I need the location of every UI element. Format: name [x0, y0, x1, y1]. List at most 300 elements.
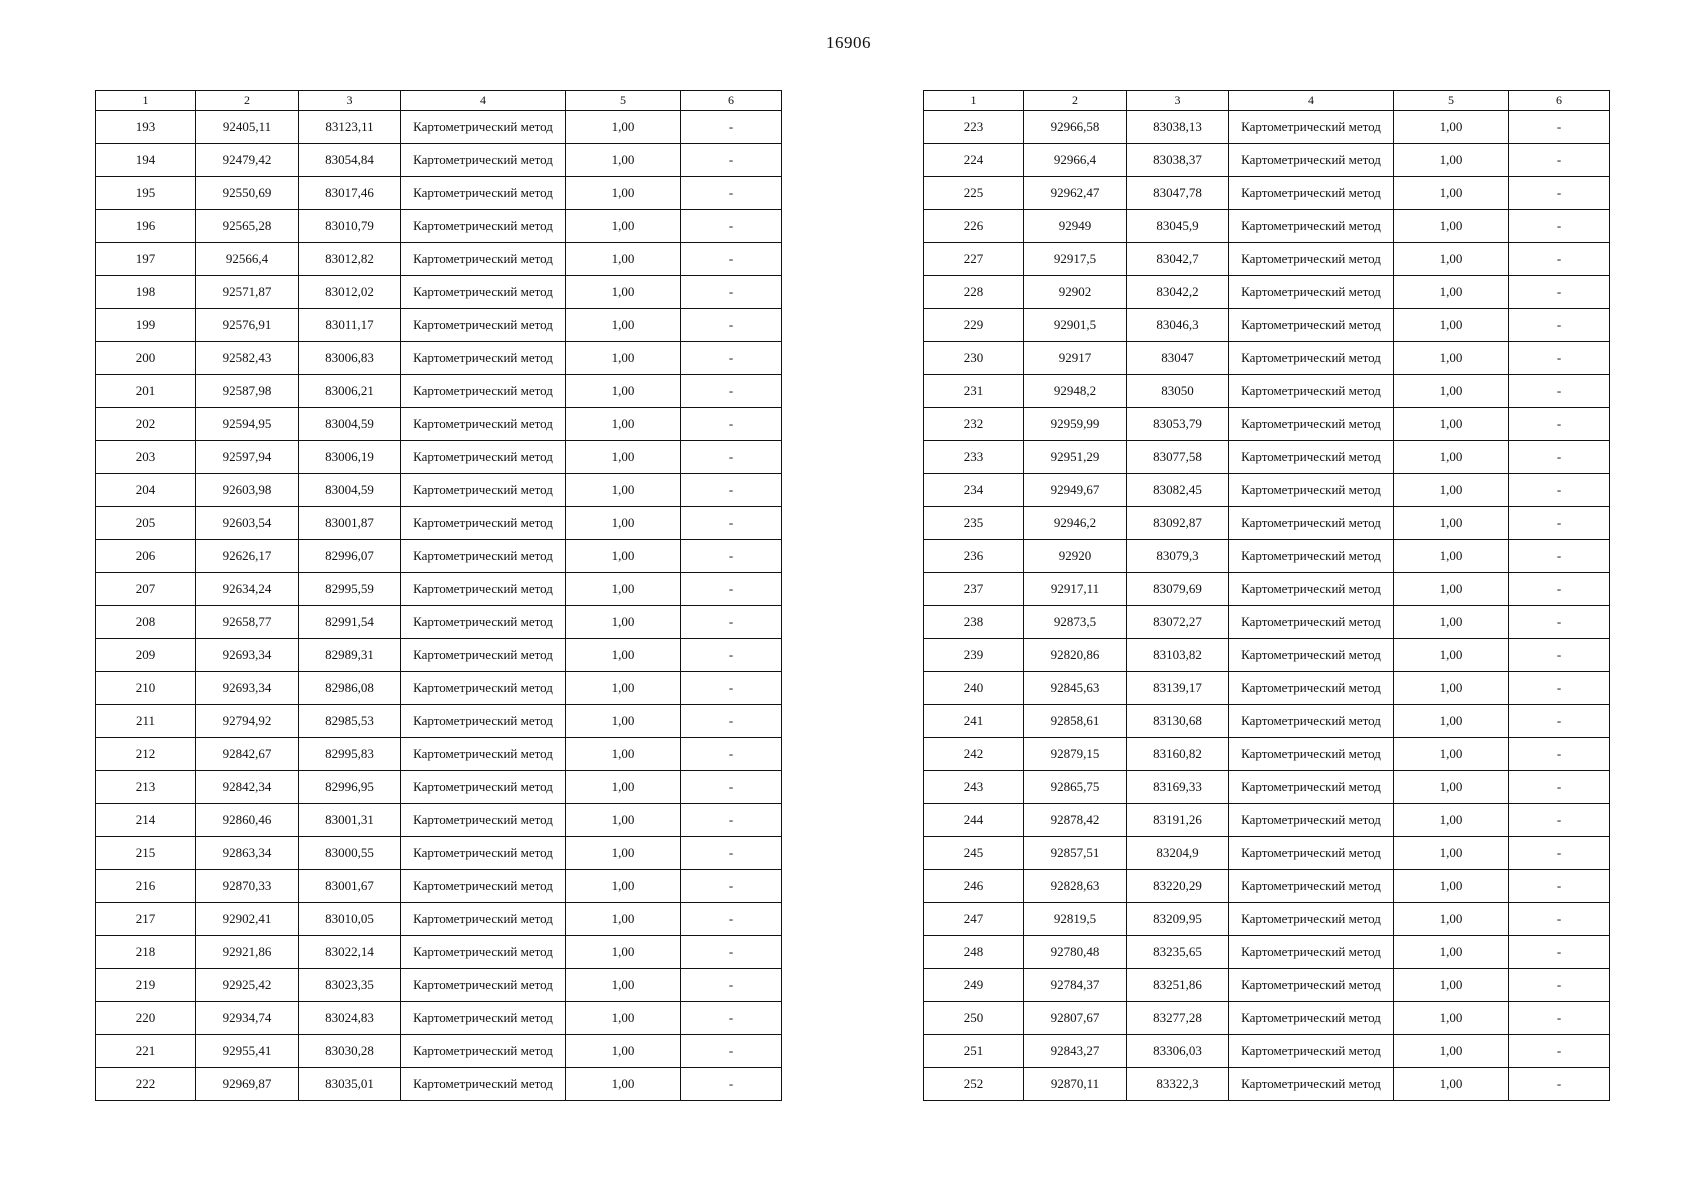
table-row	[924, 639, 1610, 672]
point-number-cell: 242	[924, 738, 1024, 771]
point-number-cell: 205	[96, 507, 196, 540]
accuracy-cell: 1,00	[566, 210, 681, 243]
table-row	[96, 639, 782, 672]
point-number-cell: 214	[96, 804, 196, 837]
x-coordinate-cell: 92870,11	[1024, 1068, 1127, 1101]
method-cell: Картометрический метод	[401, 870, 566, 903]
point-number-cell: 251	[924, 1035, 1024, 1068]
accuracy-cell: 1,00	[566, 177, 681, 210]
table-row	[924, 705, 1610, 738]
description-cell: -	[681, 1068, 782, 1101]
x-coordinate-cell: 92873,5	[1024, 606, 1127, 639]
accuracy-cell: 1,00	[566, 507, 681, 540]
y-coordinate-cell: 83053,79	[1127, 408, 1229, 441]
accuracy-cell: 1,00	[1394, 573, 1509, 606]
table-row	[924, 540, 1610, 573]
x-coordinate-cell: 92820,86	[1024, 639, 1127, 672]
description-cell: -	[1509, 936, 1610, 969]
table-row	[96, 1002, 782, 1035]
x-coordinate-cell: 92658,77	[196, 606, 299, 639]
table-row	[924, 969, 1610, 1002]
point-number-cell: 196	[96, 210, 196, 243]
x-coordinate-cell: 92901,5	[1024, 309, 1127, 342]
description-cell: -	[1509, 210, 1610, 243]
description-cell: -	[1509, 870, 1610, 903]
x-coordinate-cell: 92594,95	[196, 408, 299, 441]
x-coordinate-cell: 92917	[1024, 342, 1127, 375]
column-header-3: 3	[1127, 91, 1229, 111]
method-cell: Картометрический метод	[401, 1002, 566, 1035]
description-cell: -	[1509, 606, 1610, 639]
y-coordinate-cell: 83001,87	[299, 507, 401, 540]
column-header-4: 4	[1229, 91, 1394, 111]
y-coordinate-cell: 83006,21	[299, 375, 401, 408]
point-number-cell: 230	[924, 342, 1024, 375]
y-coordinate-cell: 82989,31	[299, 639, 401, 672]
description-cell: -	[681, 210, 782, 243]
method-cell: Картометрический метод	[1229, 1002, 1394, 1035]
method-cell: Картометрический метод	[401, 672, 566, 705]
method-cell: Картометрический метод	[1229, 540, 1394, 573]
y-coordinate-cell: 83010,05	[299, 903, 401, 936]
accuracy-cell: 1,00	[1394, 144, 1509, 177]
x-coordinate-cell: 92949	[1024, 210, 1127, 243]
column-header-4: 4	[401, 91, 566, 111]
point-number-cell: 222	[96, 1068, 196, 1101]
method-cell: Картометрический метод	[1229, 771, 1394, 804]
point-number-cell: 203	[96, 441, 196, 474]
x-coordinate-cell: 92934,74	[196, 1002, 299, 1035]
table-row	[924, 441, 1610, 474]
column-header-5: 5	[566, 91, 681, 111]
point-number-cell: 199	[96, 309, 196, 342]
accuracy-cell: 1,00	[566, 969, 681, 1002]
description-cell: -	[681, 144, 782, 177]
y-coordinate-cell: 83001,31	[299, 804, 401, 837]
description-cell: -	[681, 870, 782, 903]
x-coordinate-cell: 92565,28	[196, 210, 299, 243]
x-coordinate-cell: 92794,92	[196, 705, 299, 738]
table-row	[924, 177, 1610, 210]
point-number-cell: 236	[924, 540, 1024, 573]
table-row	[96, 177, 782, 210]
method-cell: Картометрический метод	[1229, 705, 1394, 738]
method-cell: Картометрический метод	[1229, 441, 1394, 474]
x-coordinate-cell: 92902	[1024, 276, 1127, 309]
accuracy-cell: 1,00	[1394, 705, 1509, 738]
method-cell: Картометрический метод	[1229, 375, 1394, 408]
x-coordinate-cell: 92969,87	[196, 1068, 299, 1101]
y-coordinate-cell: 83004,59	[299, 408, 401, 441]
y-coordinate-cell: 83139,17	[1127, 672, 1229, 705]
y-coordinate-cell: 83023,35	[299, 969, 401, 1002]
column-header-6: 6	[1509, 91, 1610, 111]
table-row	[924, 573, 1610, 606]
accuracy-cell: 1,00	[1394, 342, 1509, 375]
description-cell: -	[1509, 573, 1610, 606]
accuracy-cell: 1,00	[1394, 1035, 1509, 1068]
point-number-cell: 200	[96, 342, 196, 375]
description-cell: -	[681, 804, 782, 837]
x-coordinate-cell: 92626,17	[196, 540, 299, 573]
point-number-cell: 231	[924, 375, 1024, 408]
table-row	[924, 474, 1610, 507]
y-coordinate-cell: 82996,95	[299, 771, 401, 804]
x-coordinate-cell: 92566,4	[196, 243, 299, 276]
description-cell: -	[1509, 177, 1610, 210]
description-cell: -	[1509, 441, 1610, 474]
description-cell: -	[1509, 342, 1610, 375]
accuracy-cell: 1,00	[566, 540, 681, 573]
x-coordinate-cell: 92845,63	[1024, 672, 1127, 705]
x-coordinate-cell: 92865,75	[1024, 771, 1127, 804]
description-cell: -	[1509, 639, 1610, 672]
point-number-cell: 240	[924, 672, 1024, 705]
table-row	[924, 375, 1610, 408]
method-cell: Картометрический метод	[1229, 936, 1394, 969]
description-cell: -	[681, 837, 782, 870]
x-coordinate-cell: 92951,29	[1024, 441, 1127, 474]
method-cell: Картометрический метод	[401, 837, 566, 870]
method-cell: Картометрический метод	[1229, 309, 1394, 342]
point-number-cell: 233	[924, 441, 1024, 474]
x-coordinate-cell: 92879,15	[1024, 738, 1127, 771]
description-cell: -	[1509, 375, 1610, 408]
y-coordinate-cell: 83191,26	[1127, 804, 1229, 837]
method-cell: Картометрический метод	[1229, 969, 1394, 1002]
point-number-cell: 243	[924, 771, 1024, 804]
column-header-2: 2	[196, 91, 299, 111]
description-cell: -	[681, 903, 782, 936]
description-cell: -	[1509, 111, 1610, 144]
point-number-cell: 235	[924, 507, 1024, 540]
x-coordinate-cell: 92917,5	[1024, 243, 1127, 276]
x-coordinate-cell: 92857,51	[1024, 837, 1127, 870]
y-coordinate-cell: 83001,67	[299, 870, 401, 903]
point-number-cell: 252	[924, 1068, 1024, 1101]
table-row	[96, 705, 782, 738]
method-cell: Картометрический метод	[401, 936, 566, 969]
y-coordinate-cell: 83038,13	[1127, 111, 1229, 144]
y-coordinate-cell: 83006,83	[299, 342, 401, 375]
y-coordinate-cell: 83130,68	[1127, 705, 1229, 738]
point-number-cell: 226	[924, 210, 1024, 243]
accuracy-cell: 1,00	[566, 870, 681, 903]
method-cell: Картометрический метод	[401, 969, 566, 1002]
point-number-cell: 246	[924, 870, 1024, 903]
accuracy-cell: 1,00	[566, 408, 681, 441]
y-coordinate-cell: 83123,11	[299, 111, 401, 144]
description-cell: -	[1509, 276, 1610, 309]
accuracy-cell: 1,00	[1394, 177, 1509, 210]
description-cell: -	[1509, 507, 1610, 540]
accuracy-cell: 1,00	[1394, 441, 1509, 474]
y-coordinate-cell: 83209,95	[1127, 903, 1229, 936]
table-row	[924, 1035, 1610, 1068]
method-cell: Картометрический метод	[401, 573, 566, 606]
column-header-1: 1	[96, 91, 196, 111]
table-row	[96, 507, 782, 540]
method-cell: Картометрический метод	[401, 441, 566, 474]
y-coordinate-cell: 83277,28	[1127, 1002, 1229, 1035]
x-coordinate-cell: 92966,58	[1024, 111, 1127, 144]
description-cell: -	[1509, 1068, 1610, 1101]
table-row	[96, 210, 782, 243]
method-cell: Картометрический метод	[401, 903, 566, 936]
method-cell: Картометрический метод	[1229, 837, 1394, 870]
table-row	[924, 243, 1610, 276]
y-coordinate-cell: 83072,27	[1127, 606, 1229, 639]
x-coordinate-cell: 92878,42	[1024, 804, 1127, 837]
accuracy-cell: 1,00	[1394, 606, 1509, 639]
table-body-left	[96, 111, 782, 1101]
description-cell: -	[1509, 672, 1610, 705]
table-row	[96, 111, 782, 144]
x-coordinate-cell: 92576,91	[196, 309, 299, 342]
description-cell: -	[1509, 1002, 1610, 1035]
table-row	[924, 342, 1610, 375]
description-cell: -	[681, 573, 782, 606]
coordinates-table-left	[95, 90, 782, 1101]
point-number-cell: 209	[96, 639, 196, 672]
method-cell: Картометрический метод	[1229, 639, 1394, 672]
y-coordinate-cell: 83306,03	[1127, 1035, 1229, 1068]
accuracy-cell: 1,00	[1394, 309, 1509, 342]
x-coordinate-cell: 92603,54	[196, 507, 299, 540]
description-cell: -	[681, 375, 782, 408]
accuracy-cell: 1,00	[566, 837, 681, 870]
method-cell: Картометрический метод	[1229, 408, 1394, 441]
point-number-cell: 216	[96, 870, 196, 903]
x-coordinate-cell: 92582,43	[196, 342, 299, 375]
table-row	[924, 606, 1610, 639]
y-coordinate-cell: 82995,59	[299, 573, 401, 606]
method-cell: Картометрический метод	[1229, 474, 1394, 507]
y-coordinate-cell: 83024,83	[299, 1002, 401, 1035]
point-number-cell: 206	[96, 540, 196, 573]
y-coordinate-cell: 83046,3	[1127, 309, 1229, 342]
method-cell: Картометрический метод	[401, 342, 566, 375]
description-cell: -	[681, 606, 782, 639]
method-cell: Картометрический метод	[401, 1068, 566, 1101]
description-cell: -	[681, 177, 782, 210]
method-cell: Картометрический метод	[1229, 804, 1394, 837]
description-cell: -	[681, 243, 782, 276]
point-number-cell: 217	[96, 903, 196, 936]
accuracy-cell: 1,00	[1394, 276, 1509, 309]
y-coordinate-cell: 83042,7	[1127, 243, 1229, 276]
y-coordinate-cell: 83251,86	[1127, 969, 1229, 1002]
point-number-cell: 234	[924, 474, 1024, 507]
description-cell: -	[1509, 243, 1610, 276]
table-row	[96, 672, 782, 705]
method-cell: Картометрический метод	[1229, 738, 1394, 771]
point-number-cell: 207	[96, 573, 196, 606]
description-cell: -	[1509, 309, 1610, 342]
x-coordinate-cell: 92921,86	[196, 936, 299, 969]
method-cell: Картометрический метод	[1229, 672, 1394, 705]
accuracy-cell: 1,00	[566, 672, 681, 705]
y-coordinate-cell: 83322,3	[1127, 1068, 1229, 1101]
point-number-cell: 219	[96, 969, 196, 1002]
y-coordinate-cell: 83012,82	[299, 243, 401, 276]
accuracy-cell: 1,00	[1394, 243, 1509, 276]
x-coordinate-cell: 92863,34	[196, 837, 299, 870]
method-cell: Картометрический метод	[401, 507, 566, 540]
point-number-cell: 238	[924, 606, 1024, 639]
method-cell: Картометрический метод	[1229, 1068, 1394, 1101]
point-number-cell: 228	[924, 276, 1024, 309]
x-coordinate-cell: 92828,63	[1024, 870, 1127, 903]
y-coordinate-cell: 83010,79	[299, 210, 401, 243]
accuracy-cell: 1,00	[1394, 111, 1509, 144]
method-cell: Картометрический метод	[1229, 1035, 1394, 1068]
method-cell: Картометрический метод	[401, 309, 566, 342]
description-cell: -	[1509, 969, 1610, 1002]
y-coordinate-cell: 83000,55	[299, 837, 401, 870]
accuracy-cell: 1,00	[566, 1035, 681, 1068]
x-coordinate-cell: 92780,48	[1024, 936, 1127, 969]
accuracy-cell: 1,00	[1394, 210, 1509, 243]
x-coordinate-cell: 92946,2	[1024, 507, 1127, 540]
table-row	[924, 804, 1610, 837]
x-coordinate-cell: 92587,98	[196, 375, 299, 408]
table-row	[96, 771, 782, 804]
point-number-cell: 193	[96, 111, 196, 144]
description-cell: -	[681, 111, 782, 144]
point-number-cell: 239	[924, 639, 1024, 672]
method-cell: Картометрический метод	[1229, 342, 1394, 375]
y-coordinate-cell: 83092,87	[1127, 507, 1229, 540]
description-cell: -	[681, 969, 782, 1002]
description-cell: -	[681, 771, 782, 804]
method-cell: Картометрический метод	[1229, 111, 1394, 144]
x-coordinate-cell: 92819,5	[1024, 903, 1127, 936]
point-number-cell: 225	[924, 177, 1024, 210]
y-coordinate-cell: 83035,01	[299, 1068, 401, 1101]
description-cell: -	[1509, 837, 1610, 870]
x-coordinate-cell: 92603,98	[196, 474, 299, 507]
accuracy-cell: 1,00	[566, 276, 681, 309]
point-number-cell: 213	[96, 771, 196, 804]
accuracy-cell: 1,00	[1394, 837, 1509, 870]
point-number-cell: 237	[924, 573, 1024, 606]
table-row	[924, 210, 1610, 243]
y-coordinate-cell: 83077,58	[1127, 441, 1229, 474]
method-cell: Картометрический метод	[401, 177, 566, 210]
table-row	[96, 276, 782, 309]
description-cell: -	[681, 276, 782, 309]
x-coordinate-cell: 92902,41	[196, 903, 299, 936]
table-row	[96, 903, 782, 936]
x-coordinate-cell: 92966,4	[1024, 144, 1127, 177]
description-cell: -	[681, 507, 782, 540]
point-number-cell: 227	[924, 243, 1024, 276]
point-number-cell: 220	[96, 1002, 196, 1035]
point-number-cell: 198	[96, 276, 196, 309]
y-coordinate-cell: 83030,28	[299, 1035, 401, 1068]
point-number-cell: 244	[924, 804, 1024, 837]
y-coordinate-cell: 83011,17	[299, 309, 401, 342]
table-row	[96, 375, 782, 408]
accuracy-cell: 1,00	[1394, 1068, 1509, 1101]
point-number-cell: 241	[924, 705, 1024, 738]
table-row	[96, 342, 782, 375]
method-cell: Картометрический метод	[401, 606, 566, 639]
y-coordinate-cell: 82996,07	[299, 540, 401, 573]
accuracy-cell: 1,00	[566, 144, 681, 177]
table-row	[924, 144, 1610, 177]
accuracy-cell: 1,00	[566, 573, 681, 606]
method-cell: Картометрический метод	[1229, 144, 1394, 177]
accuracy-cell: 1,00	[1394, 804, 1509, 837]
description-cell: -	[1509, 738, 1610, 771]
method-cell: Картометрический метод	[401, 276, 566, 309]
method-cell: Картометрический метод	[401, 243, 566, 276]
method-cell: Картометрический метод	[1229, 573, 1394, 606]
accuracy-cell: 1,00	[1394, 738, 1509, 771]
y-coordinate-cell: 83103,82	[1127, 639, 1229, 672]
table-row	[96, 540, 782, 573]
table-row	[96, 936, 782, 969]
description-cell: -	[681, 1035, 782, 1068]
accuracy-cell: 1,00	[566, 936, 681, 969]
method-cell: Картометрический метод	[401, 639, 566, 672]
description-cell: -	[681, 441, 782, 474]
point-number-cell: 248	[924, 936, 1024, 969]
accuracy-cell: 1,00	[1394, 936, 1509, 969]
table-body-right	[924, 111, 1610, 1101]
method-cell: Картометрический метод	[401, 804, 566, 837]
coordinates-table-right	[923, 90, 1610, 1101]
table-header-row	[96, 91, 782, 111]
x-coordinate-cell: 92925,42	[196, 969, 299, 1002]
point-number-cell: 218	[96, 936, 196, 969]
point-number-cell: 223	[924, 111, 1024, 144]
accuracy-cell: 1,00	[566, 1002, 681, 1035]
method-cell: Картометрический метод	[401, 771, 566, 804]
description-cell: -	[681, 309, 782, 342]
y-coordinate-cell: 83006,19	[299, 441, 401, 474]
y-coordinate-cell: 83012,02	[299, 276, 401, 309]
x-coordinate-cell: 92843,27	[1024, 1035, 1127, 1068]
method-cell: Картометрический метод	[1229, 177, 1394, 210]
point-number-cell: 210	[96, 672, 196, 705]
accuracy-cell: 1,00	[1394, 375, 1509, 408]
y-coordinate-cell: 83160,82	[1127, 738, 1229, 771]
accuracy-cell: 1,00	[566, 243, 681, 276]
method-cell: Картометрический метод	[1229, 903, 1394, 936]
accuracy-cell: 1,00	[566, 903, 681, 936]
x-coordinate-cell: 92870,33	[196, 870, 299, 903]
table-row	[924, 903, 1610, 936]
y-coordinate-cell: 83169,33	[1127, 771, 1229, 804]
description-cell: -	[1509, 771, 1610, 804]
y-coordinate-cell: 83082,45	[1127, 474, 1229, 507]
description-cell: -	[1509, 804, 1610, 837]
description-cell: -	[1509, 903, 1610, 936]
table-row	[96, 408, 782, 441]
description-cell: -	[1509, 1035, 1610, 1068]
table-row	[96, 474, 782, 507]
description-cell: -	[681, 408, 782, 441]
accuracy-cell: 1,00	[566, 474, 681, 507]
table-row	[96, 309, 782, 342]
point-number-cell: 229	[924, 309, 1024, 342]
table-row	[924, 1002, 1610, 1035]
x-coordinate-cell: 92550,69	[196, 177, 299, 210]
accuracy-cell: 1,00	[1394, 507, 1509, 540]
